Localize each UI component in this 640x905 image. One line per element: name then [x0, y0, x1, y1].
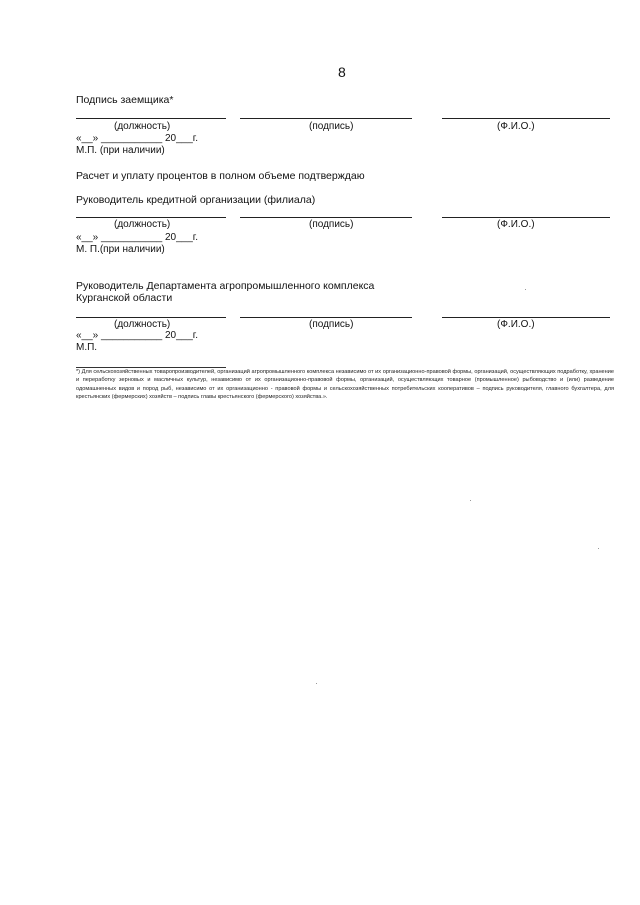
signature-line	[240, 317, 412, 318]
date-field: «__» ___________ 20___г.	[76, 330, 198, 341]
position-caption: (должность)	[114, 319, 171, 330]
scan-speck	[316, 683, 317, 684]
fio-line	[442, 118, 610, 119]
confirmation-text: Расчет и уплату процентов в полном объеме подтверждаю	[76, 170, 365, 182]
signature-line	[240, 118, 412, 119]
seal-note: М. П.(при наличии)	[76, 244, 165, 255]
page-number: 8	[338, 64, 346, 80]
signature-caption: (подпись)	[309, 219, 354, 230]
footnote-text: *) Для сельскохозяйственных товаропроизводителей, организаций агропромышленного комплекса независимо от их организационно-правовой формы, организаций, осуществляющих подработку, хранение и переработку зерновых и масличных культур, независимо от их организационно-правовой формы, организаций, осуществляющих товарное (промышленное) рыбоводство и (или) разведение одомашненных видов и пород рыб, независимо от их организационно - правовой формы и сельскохозяйственных потребительских кооперативов – подпись руководителя, главного бухгалтера, для крестьянских (фермерских) хозяйств – подпись главы крестьянского (фермерского) хозяйства.».	[76, 369, 614, 400]
position-line	[76, 317, 226, 318]
scan-speck	[470, 500, 471, 501]
fio-line	[442, 317, 610, 318]
signature-line	[240, 217, 412, 218]
department-head-heading-line1: Руководитель Департамента агропромышленного комплекса	[76, 280, 375, 292]
position-line	[76, 217, 226, 218]
position-caption: (должность)	[114, 121, 171, 132]
signature-caption: (подпись)	[309, 121, 354, 132]
fio-caption: (Ф.И.О.)	[497, 219, 535, 230]
fio-line	[442, 217, 610, 218]
scan-speck	[525, 289, 526, 290]
bank-head-heading: Руководитель кредитной организации (филиала)	[76, 194, 316, 206]
department-head-heading-line2: Курганской области	[76, 292, 173, 304]
fio-caption: (Ф.И.О.)	[497, 319, 535, 330]
scan-speck	[598, 548, 599, 549]
date-field: «__» ___________ 20___г.	[76, 133, 198, 144]
position-line	[76, 118, 226, 119]
seal-note: М.П.	[76, 342, 98, 353]
borrower-signature-heading: Подпись заемщика*	[76, 94, 174, 106]
position-caption: (должность)	[114, 219, 171, 230]
fio-caption: (Ф.И.О.)	[497, 121, 535, 132]
date-field: «__» ___________ 20___г.	[76, 232, 198, 243]
signature-caption: (подпись)	[309, 319, 354, 330]
seal-note: М.П. (при наличии)	[76, 145, 165, 156]
